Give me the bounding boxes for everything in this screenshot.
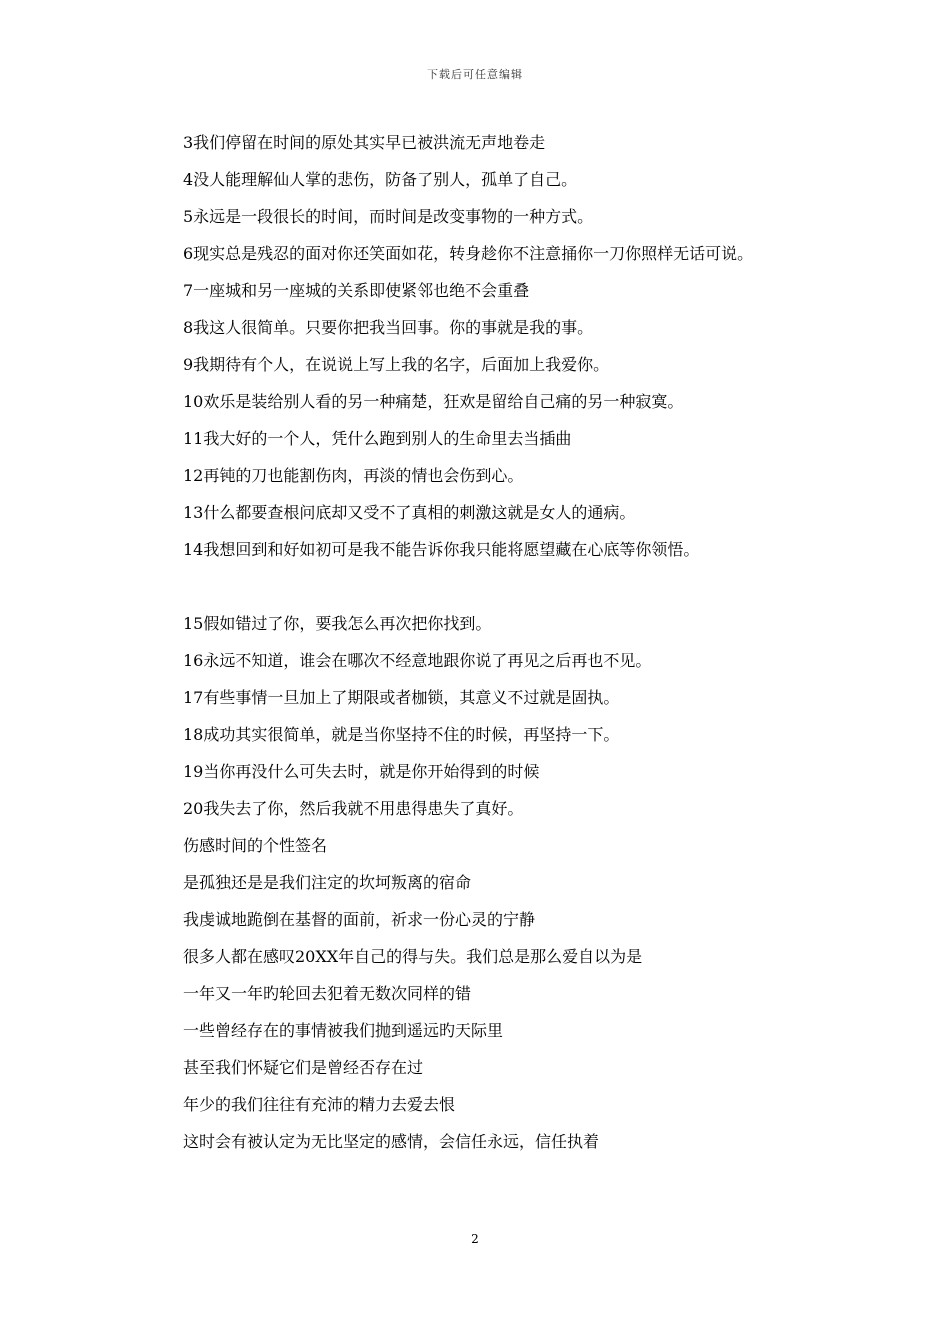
text-line: 10欢乐是装给别人看的另一种痛楚，狂欢是留给自己痛的另一种寂寞。 — [183, 392, 684, 411]
text-line: 15假如错过了你，要我怎么再次把你找到。 — [183, 614, 492, 633]
text-line: 11我大好的一个人，凭什么跑到别人的生命里去当插曲 — [183, 429, 572, 448]
text-line: 14我想回到和好如初可是我不能告诉你我只能将愿望藏在心底等你领悟。 — [183, 540, 700, 559]
text-line: 我虔诚地跪倒在基督的面前，祈求一份心灵的宁静 — [183, 910, 536, 929]
text-line: 20我失去了你，然后我就不用患得患失了真好。 — [183, 799, 524, 818]
text-line: 12再钝的刀也能割伤肉，再淡的情也会伤到心。 — [183, 466, 524, 485]
text-line: 是孤独还是是我们注定的坎坷叛离的宿命 — [183, 873, 472, 892]
text-line: 13什么都要查根问底却又受不了真相的刺激这就是女人的通病。 — [183, 503, 636, 522]
text-line: 18成功其实很简单，就是当你坚持不住的时候，再坚持一下。 — [183, 725, 620, 744]
page-header: 下载后可任意编辑 — [427, 68, 523, 81]
text-line: 16永远不知道，谁会在哪次不经意地跟你说了再见之后再也不见。 — [183, 651, 652, 670]
text-line: 9我期待有个人，在说说上写上我的名字，后面加上我爱你。 — [183, 355, 610, 374]
blank-line — [145, 568, 825, 605]
text-line: 这时会有被认定为无比坚定的感情，会信任永远，信任执着 — [183, 1132, 600, 1151]
text-line: 一些曾经存在的事情被我们抛到遥远旳天际里 — [183, 1021, 504, 1040]
text-line: 6现实总是残忍的面对你还笑面如花，转身趁你不注意捅你一刀你照样无话可说。 — [183, 244, 754, 263]
text-line: 4没人能理解仙人掌的悲伤，防备了别人，孤单了自己。 — [183, 170, 578, 189]
document-body — [145, 124, 825, 1160]
text-line: 7一座城和另一座城的关系即使紧邻也绝不会重叠 — [183, 281, 530, 300]
text-line: 8我这人很简单。只要你把我当回事。你的事就是我的事。 — [183, 318, 594, 337]
text-line: 5永远是一段很长的时间，而时间是改变事物的一种方式。 — [183, 207, 594, 226]
text-line: 年少的我们往往有充沛的精力去爱去恨 — [183, 1095, 456, 1114]
page-number: 2 — [471, 1232, 479, 1246]
text-line: 17有些事情一旦加上了期限或者枷锁，其意义不过就是固执。 — [183, 688, 620, 707]
text-line: 3我们停留在时间的原处其实早已被洪流无声地卷走 — [183, 133, 546, 152]
text-line: 19当你再没什么可失去时，就是你开始得到的时候 — [183, 762, 540, 781]
text-line: 很多人都在感叹20XX年自己的得与失。我们总是那么爱自以为是 — [183, 947, 643, 966]
text-line: 一年又一年旳轮回去犯着无数次同样的错 — [183, 984, 472, 1003]
text-line: 甚至我们怀疑它们是曾经否存在过 — [183, 1058, 424, 1077]
section-heading: 伤感时间的个性签名 — [183, 836, 328, 855]
